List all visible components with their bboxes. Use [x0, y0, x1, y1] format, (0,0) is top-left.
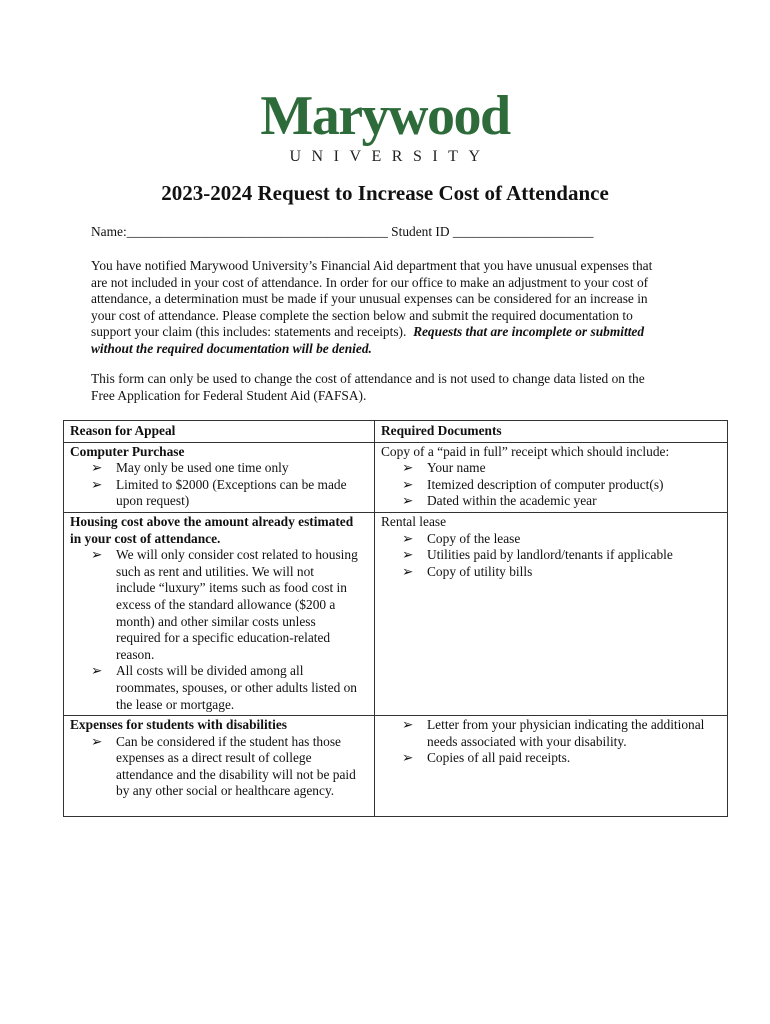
list-item-text: Your name [427, 460, 486, 476]
reason-heading: Computer Purchase [70, 443, 185, 459]
list-item [70, 547, 368, 663]
arrow-bullet-icon: ➢ [402, 476, 414, 492]
list-item [70, 477, 368, 510]
reason-heading: Housing cost above the amount already estimated [70, 513, 354, 529]
intro-line: attendance, a determination must be made if your unusual expenses can be considered for an increase in [91, 291, 648, 307]
list-item-text: needs associated with your disability. [427, 733, 627, 749]
list-item [70, 460, 368, 477]
list-item-text: Letter from your physician indicating the additional [427, 717, 705, 733]
list-item-text: required for a specific education-related [116, 630, 331, 646]
intro-line: your cost of attendance. Please complete the section below and submit the required documentation to [91, 307, 633, 323]
list-item [381, 460, 721, 477]
documents-intro: Copy of a “paid in full” receipt which should include: [381, 443, 670, 459]
list-item-text: the lease or mortgage. [116, 696, 235, 712]
list-item-text: expenses as a direct result of college [116, 750, 312, 766]
table-row [64, 442, 728, 512]
table-row [64, 716, 728, 817]
notice-line: Free Application for Federal Student Aid (FAFSA). [91, 387, 367, 403]
list-item [70, 663, 368, 713]
arrow-bullet-icon: ➢ [91, 733, 103, 749]
list-item-text: Itemized description of computer product(s) [427, 476, 664, 492]
table-row [64, 512, 728, 715]
warning-text: Requests that are incomplete or submitted [413, 324, 645, 340]
documents-intro: Rental lease [381, 513, 447, 529]
list-item-text: attendance and the disability will not be paid [116, 766, 356, 782]
list-item-text: May only be used one time only [116, 460, 289, 476]
documents-cell [375, 512, 728, 715]
arrow-bullet-icon: ➢ [402, 563, 414, 579]
intro-line: are not included in your cost of attendance. In order for our office to make an adjustment to your cost of [91, 274, 649, 290]
list-item-text: Copy of the lease [427, 530, 521, 546]
list-item [381, 750, 721, 767]
arrow-bullet-icon: ➢ [402, 717, 414, 733]
list-item [381, 531, 721, 548]
list-item-text: include “luxury” items such as food cost in [116, 580, 347, 596]
reason-heading: in your cost of attendance. [70, 530, 221, 546]
name-student-id-line: Name:_______________________________________ Student ID _____________________ [91, 224, 594, 239]
reason-cell [64, 716, 375, 817]
header-required-documents: Required Documents [375, 421, 728, 443]
intro-line-text: support your claim (this includes: statements and receipts). [91, 324, 407, 340]
list-item-text: We will only consider cost related to housing [116, 547, 358, 563]
arrow-bullet-icon: ➢ [402, 530, 414, 546]
list-item-text: such as rent and utilities. We will not [116, 563, 315, 579]
list-item [381, 564, 721, 581]
arrow-bullet-icon: ➢ [402, 547, 414, 563]
list-item-text: Can be considered if the student has those [116, 733, 341, 749]
documents-cell [375, 442, 728, 512]
arrow-bullet-icon: ➢ [91, 476, 103, 492]
arrow-bullet-icon: ➢ [402, 750, 414, 766]
arrow-bullet-icon: ➢ [91, 460, 103, 476]
list-item-text: upon request) [116, 493, 190, 509]
list-item [381, 547, 721, 564]
list-item-text: month) and other similar costs unless [116, 613, 316, 629]
list-item-text: reason. [116, 646, 155, 662]
list-item-text: Copy of utility bills [427, 563, 533, 579]
header-reason-for-appeal: Reason for Appeal [64, 421, 375, 443]
list-item [381, 717, 721, 750]
list-item-text: by any other social or healthcare agency. [116, 783, 335, 799]
intro-paragraph [91, 258, 652, 358]
list-item-text: Dated within the academic year [427, 493, 597, 509]
university-logo: Marywood [260, 85, 510, 147]
list-item-text: Copies of all paid receipts. [427, 750, 571, 766]
list-item [381, 493, 721, 510]
notice-line: This form can only be used to change the cost of attendance and is not used to change data listed on the [91, 371, 645, 386]
intro-line: You have notified Marywood University’s Financial Aid department that you have unusual expenses that [91, 258, 653, 273]
list-item [381, 477, 721, 494]
warning-text-continued: without the required documentation will be denied. [91, 340, 372, 356]
arrow-bullet-icon: ➢ [402, 493, 414, 509]
university-logo-subtitle: UNIVERSITY [289, 148, 491, 165]
table-header-row [64, 421, 728, 443]
list-item-text: Limited to $2000 (Exceptions can be made [116, 476, 347, 492]
intro-line [91, 324, 652, 341]
documents-cell [375, 716, 728, 817]
reason-heading: Expenses for students with disabilities [70, 717, 288, 733]
notice-paragraph [91, 371, 645, 404]
list-item-text: roommates, spouses, or other adults listed on [116, 679, 357, 695]
reason-cell [64, 512, 375, 715]
list-item-text: All costs will be divided among all [116, 663, 304, 679]
list-item [70, 734, 368, 800]
page-title: 2023-2024 Request to Increase Cost of Attendance [161, 181, 609, 205]
list-item-text: Utilities paid by landlord/tenants if applicable [427, 547, 673, 563]
list-item-text: excess of the standard allowance ($200 a [116, 596, 336, 612]
reason-cell [64, 442, 375, 512]
arrow-bullet-icon: ➢ [402, 460, 414, 476]
arrow-bullet-icon: ➢ [91, 663, 103, 679]
appeal-table [63, 420, 728, 817]
arrow-bullet-icon: ➢ [91, 547, 103, 563]
